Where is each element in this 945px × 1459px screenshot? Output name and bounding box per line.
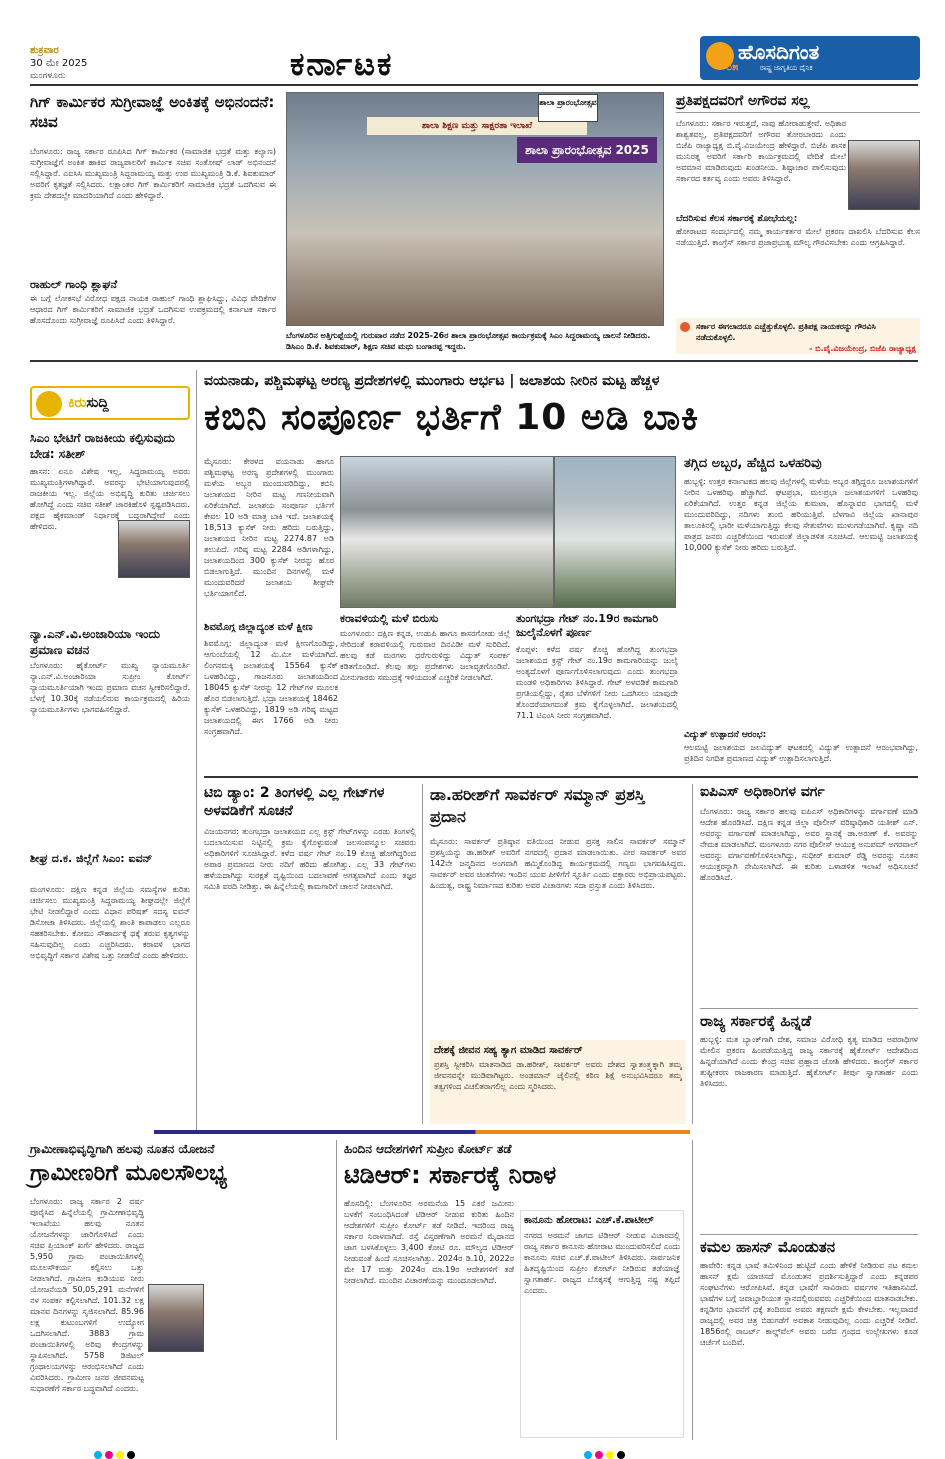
karavali-headline: ಕರಾವಳಿಯಲ್ಲಿ ಮಳೆ ಬಿರುಸು: [340, 612, 439, 625]
ips-body: ಬೆಂಗಳೂರು: ರಾಜ್ಯ ಸರ್ಕಾರ ಹಲವು ಐಪಿಎಸ್ ಅಧಿಕಾರಿಗಳನ್ನು ವರ್ಗಾವಣೆ ಮಾಡಿ ಆದೇಶ ಹೊರಡಿಸಿದೆ. ದಕ್ಷಿಣ ಕನ್ನಡ ಜಿಲ್ಲಾ ಪೊಲೀಸ್ ವರಿಷ್ಠಾಧಿಕಾರಿ ಯತೀಶ್ ಎನ್. ಅವರನ್ನು ವರ್ಗಾವಣೆ ಮಾಡಲಾಗಿದ್ದು, ಅವರ ಸ್ಥಾನಕ್ಕೆ ಡಾ.ಅರುಣ್ ಕೆ. ಅವರನ್ನು ನೇಮಕ ಮಾಡಲಾಗಿದೆ. ಮಂಗಳೂರು ನಗರ ಪೊಲೀಸ್ ಆಯುಕ್ತ ಅನುಪಮ್ ಅಗರವಾಲ್ ಅವರನ್ನು ವರ್ಗಾವಣೆಗೊಳಿಸಲಾಗಿದ್ದು, ಸುಧೀರ್ ಕುಮಾರ್ ರೆಡ್ಡಿ ಅವರನ್ನು ನೂತನ ಆಯುಕ್ತರನ್ನಾಗಿ ನೇಮಿಸಲಾಗಿದೆ. ಈ ಕುರಿತು ಒಳಾಡಳಿತ ಇಲಾಖೆ ಅಧಿಸೂಚನೆ ಹೊರಡಿಸಿದೆ.: [700, 807, 918, 882]
finger-icon: [36, 391, 62, 417]
school-event-photo: [286, 92, 664, 326]
gig-body: ಬೆಂಗಳೂರು: ರಾಜ್ಯ ಸರ್ಕಾರ ರೂಪಿಸಿದ ಗಿಗ್ ಕಾರ್ಮಿಕರ (ಸಾಮಾಜಿಕ ಭದ್ರತೆ ಮತ್ತು ಕಲ್ಯಾಣ) ಸುಗ್ರೀವಾಜ್ಞೆಗೆ ಅಂಕಿತ ಹಾಕಿದ ರಾಜ್ಯಪಾಲರಿಗೆ ಕಾರ್ಮಿಕ ಸಚಿವ ಸಂತೋಷ್ ಲಾಡ್ ಅಭಿನಂದನೆ ಸಲ್ಲಿಸಿದ್ದಾರೆ. ಎಐಸಿಸಿ ಮುಖ್ಯಮಂತ್ರಿ ಸಿದ್ದರಾಮಯ್ಯ ಮತ್ತು ಉಪ ಮುಖ್ಯಮಂತ್ರಿ ಡಿ.ಕೆ. ಶಿವಕುಮಾರ್ ಅವರಿಗೆ ಕೃತಜ್ಞತೆ ಸಲ್ಲಿಸಿದರು. ಲಕ್ಷಾಂತರ ಗಿಗ್ ಕಾರ್ಮಿಕರಿಗೆ ಸಾಮಾಜಿಕ ಭದ್ರತೆ ಒದಗಿಸುವ ಈ ಕ್ರಮ ದೇಶದಲ್ಲೇ ಮಾದರಿಯಾಗಿದೆ ಎಂದು ಹೇಳಿದ್ದಾರೆ.: [30, 147, 276, 200]
kabini-side-body: ಹುಬ್ಬಳ್ಳಿ: ಉತ್ತರ ಕರ್ನಾಟಕದ ಹಲವು ಜಿಲ್ಲೆಗಳಲ್ಲಿ ಮಳೆಯ ಅಬ್ಬರ ತಗ್ಗಿದ್ದರೂ ಜಲಾಶಯಗಳಿಗೆ ನೀರಿನ ಒಳಹರಿವು ಹೆಚ್ಚಾಗಿದೆ. ಘಟಪ್ರಭಾ, ಮಲಪ್ರಭಾ ಜಲಾಶಯಗಳಿಗೆ ಒಳಹರಿವು ಏರಿಕೆಯಾಗಿದೆ. ಉತ್ತರ ಕನ್ನಡ ಜಿಲ್ಲೆಯ ಕುಮಟಾ, ಹೊನ್ನಾವರ ಭಾಗದಲ್ಲಿ ಮಳೆ ಮುಂದುವರಿದಿದ್ದು, ನದಿಗಳು ತುಂಬಿ ಹರಿಯುತ್ತಿವೆ. ಬೆಳಗಾವಿ ಜಿಲ್ಲೆಯ ಖಾನಾಪುರ ತಾಲೂಕಿನಲ್ಲಿ ಭಾರೀ ಮಳೆಯಾಗುತ್ತಿದ್ದು ಕೆಲವು ಸೇತುವೆಗಳು ಮುಳುಗಡೆಯಾಗಿವೆ. ಕೃಷ್ಣಾ ನದಿ ಪಾತ್ರದ ಜನರು ಎಚ್ಚರಿಕೆಯಿಂದ ಇರುವಂತೆ ಜಿಲ್ಲಾಡಳಿತ ಸೂಚಿಸಿದೆ. ಆಲಮಟ್ಟಿ ಜಲಾಶಯಕ್ಕೆ 10,000 ಕ್ಯುಸೆಕ್ ನೀರು ಹರಿದು ಬರುತ್ತಿದೆ.: [684, 477, 918, 552]
location-label: ಮಂಗಳೂರು: [30, 71, 66, 81]
vijayendra-portrait: [848, 140, 920, 210]
opposition-body: ಬೆಂಗಳೂರು: ಸರ್ಕಾರ ಇರುತ್ತದೆ, ನಾವು ಹೋರಾಡುತ್ತೇವೆ. ಅಧಿಕಾರ ಶಾಶ್ವತವಲ್ಲ, ಪ್ರತಿಪಕ್ಷದವರಿಗೆ ಅಗೌರವ ತೋರಬಾರದು ಎಂದು ಬಿಜೆಪಿ ರಾಜ್ಯಾಧ್ಯಕ್ಷ ಬಿ.ವೈ.ವಿಜಯೇಂದ್ರ ಹೇಳಿದ್ದಾರೆ. ಬಿಜೆಪಿ ಶಾಸಕ ಮುನಿರತ್ನ ಅವರಿಗೆ ಸರ್ಕಾರಿ ಕಾರ್ಯಕ್ರಮದಲ್ಲಿ ವೇದಿಕೆ ಮೇಲೆ ಅವಮಾನ ಮಾಡಿರುವುದು ಖಂಡನೀಯ. ಶಿಷ್ಟಾಚಾರ ಪಾಲಿಸುವುದು ಸರ್ಕಾರದ ಕರ್ತವ್ಯ ಎಂದು ಅವರು ತಿಳಿಸಿದ್ದಾರೆ.: [676, 119, 846, 183]
kabini-side-subheadline: ವಿದ್ಯುತ್ ಉತ್ಪಾದನೆ ಆರಂಭ:: [684, 730, 767, 740]
kabini-kicker: ವಯನಾಡು, ಪಶ್ಚಿಮಘಟ್ಟ ಅರಣ್ಯ ಪ್ರದೇಶಗಳಲ್ಲಿ ಮುಂಗಾರು ಆರ್ಭಟ | ಜಲಾಶಯ ನೀರಿನ ಮಟ್ಟ ಹೆಚ್ಚಳ: [204, 373, 660, 389]
photo-caption: ಬೆಂಗಳೂರಿನ ಅತ್ತಿಗುಪ್ಪೆಯಲ್ಲಿ ಗುರುವಾರ ನಡೆದ 2025-26ರ ಶಾಲಾ ಪ್ರಾರಂಭೋತ್ಸವ ಕಾರ್ಯಕ್ರಮಕ್ಕೆ ಸಿಎಂ ಸಿದ್ದರಾಮಯ್ಯ ಚಾಲನೆ ನೀಡಿದರು. ಡಿಸಿಎಂ ಡಿ.ಕೆ. ಶಿವಕುಮಾರ್, ಶಿಕ್ಷಣ ಸಚಿವ ಮಧು ಬಂಗಾರಪ್ಪ ಇದ್ದರು.: [286, 331, 651, 351]
col-rule-4: [336, 1140, 337, 1440]
rural-headline: ಗ್ರಾಮೀಣರಿಗೆ ಮೂಲಸೌಲಭ್ಯ: [30, 1161, 228, 1186]
gig-subheadline: ರಾಹುಲ್ ಗಾಂಧಿ ಶ್ಲಾಘನೆ: [30, 278, 118, 291]
kamal-rule: [700, 1234, 918, 1235]
registration-dots-1: [94, 1444, 138, 1459]
kiru-1-body: ಹಾಸನ: ಏನೂ ವಿಶೇಷ ಇಲ್ಲ, ಸಿದ್ದರಾಮಯ್ಯ ಅವರು ಮುಖ್ಯಮಂತ್ರಿಗಳಾಗಿದ್ದಾರೆ. ಅವರನ್ನು ಭೇಟಿಯಾಗುವುದರಲ್ಲಿ ರಾಜಕೀಯ ಇಲ್ಲ. ಜಿಲ್ಲೆಯ ಅಭಿವೃದ್ಧಿ ಕುರಿತು ಚರ್ಚಿಸಲು ಹೋಗಿದ್ದೆ ಎಂದು ಸಚಿವ ಸತೀಶ್ ಜಾರಕಿಹೊಳಿ ಸ್ಪಷ್ಟಪಡಿಸಿದರು. ಪಕ್ಷದ ಹೈಕಮಾಂಡ್ ನಿರ್ಧಾರಕ್ಕೆ ಬದ್ಧರಾಗಿದ್ದೇವೆ ಎಂದು ಹೇಳಿದರು.: [30, 467, 190, 531]
col-rule-5: [692, 1140, 693, 1440]
tdr-side-box: [520, 1210, 684, 1438]
rural-body-cont: [210, 1196, 330, 1438]
row-rule-2: [204, 776, 918, 778]
hinnade-body: ಹುಬ್ಬಳ್ಳಿ: ಮತ ಬ್ಯಾಂಕ್‌ಗಾಗಿ ದೇಶ, ಸಮಾಜ ವಿರೋಧಿ ಕೃತ್ಯ ಮಾಡಿದ ಅಪರಾಧಿಗಳ ಮೇಲಿನ ಪ್ರಕರಣ ಹಿಂಪಡೆಯುತ್ತಿದ್ದ ರಾಜ್ಯ ಸರ್ಕಾರಕ್ಕೆ ಹೈಕೋರ್ಟ್ ಆದೇಶದಿಂದ ಹಿನ್ನಡೆಯಾಗಿದೆ ಎಂದು ಕೇಂದ್ರ ಸಚಿವ ಪ್ರಹ್ಲಾದ ಜೋಶಿ ಹೇಳಿದರು. ಕಾಂಗ್ರೆಸ್ ಸರ್ಕಾರ ತುಷ್ಟೀಕರಣ ರಾಜಕಾರಣ ಮಾಡುತ್ತಿದೆ. ಹೈಕೋರ್ಟ್ ತೀರ್ಪು ಸ್ವಾಗತಾರ್ಹ ಎಂದು ತಿಳಿಸಿದರು.: [700, 1035, 918, 1088]
kiru-2-headline: ನ್ಯಾ.ಎನ್.ವಿ.ಅಂಜಾರಿಯಾ ಇಂದು ಪ್ರಮಾಣ ವಚನ: [30, 627, 161, 657]
tungabhadra-headline: ತುಂಗಭದ್ರಾ ಗೇಟ್ ನಂ.19ರ ಕಾಮಗಾರಿ ಜುಲೈನೊಳಗೆ ಪೂರ್ಣ: [516, 612, 659, 639]
kiru-1-headline: ಸಿಎಂ ಭೇಟಿಗೆ ರಾಜಕೀಯ ಕಲ್ಪಿಸುವುದು ಬೇಡ: ಸತೀಶ್: [30, 431, 175, 461]
ips-headline: ಐಪಿಎಸ್ ಅಧಿಕಾರಿಗಳ ವರ್ಗ: [700, 784, 825, 800]
kiru-suddi-badge: [30, 386, 190, 420]
opposition-body-cont: [676, 190, 846, 212]
page-number: ೦೫: [726, 60, 739, 73]
opposition-subbody: ಹೋರಾಟದ ಸಂದರ್ಭದಲ್ಲಿ ನಮ್ಮ ಕಾರ್ಯಕರ್ತರ ಮೇಲೆ ಪ್ರಕರಣ ದಾಖಲಿಸಿ ಬೆದರಿಸುವ ಕೆಲಸ ನಡೆಯುತ್ತಿದೆ. ಕಾಂಗ್ರೆಸ್ ಸರ್ಕಾರ ಪ್ರಜಾಪ್ರಭುತ್ವ ಮೌಲ್ಯ ಗೌರವಿಸಬೇಕು ಎಂದು ಆಗ್ರಹಿಸಿದ್ದಾರೆ.: [676, 227, 920, 247]
kabini-side-subbody: ಆಲಮಟ್ಟಿ ಜಲಾಶಯದ ಜಲವಿದ್ಯುತ್ ಘಟಕದಲ್ಲಿ ವಿದ್ಯುತ್ ಉತ್ಪಾದನೆ ಆರಂಭವಾಗಿದ್ದು, ಪ್ರತಿದಿನ ನಿಗದಿತ ಪ್ರಮಾಣದ ವಿದ್ಯುತ್ ಉತ್ಪಾದಿಸಲಾಗುತ್ತಿದೆ.: [684, 743, 918, 763]
tungabhadra-body: ಕೊಪ್ಪಳ: ಕಳೆದ ವರ್ಷ ಕೊಚ್ಚಿ ಹೋಗಿದ್ದ ತುಂಗಭದ್ರಾ ಜಲಾಶಯದ ಕ್ರಸ್ಟ್ ಗೇಟ್ ನಂ.19ರ ಕಾಮಗಾರಿಯನ್ನು ಜುಲೈ ಅಂತ್ಯದೊಳಗೆ ಪೂರ್ಣಗೊಳಿಸಲಾಗುವುದು ಎಂದು ತುಂಗಭದ್ರಾ ಮಂಡಳಿ ಅಧಿಕಾರಿಗಳು ತಿಳಿಸಿದ್ದಾರೆ. ಗೇಟ್ ಅಳವಡಿಕೆ ಕಾಮಗಾರಿ ಪ್ರಗತಿಯಲ್ಲಿದ್ದು, ರೈತರ ಬೆಳೆಗಳಿಗೆ ನೀರು ಒದಗಿಸಲು ಯಾವುದೇ ತೊಂದರೆಯಾಗದಂತೆ ಕ್ರಮ ಕೈಗೊಳ್ಳಲಾಗಿದೆ. ಜಲಾಶಯದಲ್ಲಿ 71.1 ಟಿಎಂಸಿ ನೀರು ಸಂಗ್ರಹವಾಗಿದೆ.: [516, 645, 678, 720]
kabini-dam-photo: [340, 456, 554, 608]
opposition-headline: ಪ್ರತಿಪಕ್ಷದವರಿಗೆ ಅಗೌರವ ಸಲ್ಲ: [676, 93, 810, 109]
savarkar-box-headline: ದೇಶಕ್ಕೆ ಜೀವನ ಸಹ್ಯ ತ್ಯಾಗ ಮಾಡಿದ ಸಾವರ್ಕರ್: [434, 1045, 583, 1056]
opposition-quote-by: - ಬಿ.ವೈ.ವಿಜಯೇಂದ್ರ, ಬಿಜೆಪಿ ರಾಜ್ಯಾಧ್ಯಕ್ಷ: [809, 344, 916, 353]
gig-headline: ಗಿಗ್ ಕಾರ್ಮಿಕರ ಸುಗ್ರೀವಾಜ್ಞೆ ಅಂಕಿತಕ್ಕೆ ಅಭಿನಂದನೆ: ಸಚಿವ: [30, 93, 275, 131]
karavali-body: ಮಂಗಳೂರು: ದಕ್ಷಿಣ ಕನ್ನಡ, ಉಡುಪಿ ಹಾಗೂ ಕಾಸರಗೋಡು ಜಿಲ್ಲೆ ಸೇರಿದಂತೆ ಕರಾವಳಿಯಲ್ಲಿ ಗುರುವಾರ ದಿನವಿಡೀ ಮಳೆ ಸುರಿದಿದೆ. ಹಲವು ಕಡೆ ಮರಗಳು ಧರೆಗುರುಳಿದ್ದು ವಿದ್ಯುತ್ ಸಂಪರ್ಕ ಕಡಿತಗೊಂಡಿದೆ. ಕೆಲವು ತಗ್ಗು ಪ್ರದೇಶಗಳು ಜಲಾವೃತಗೊಂಡಿವೆ. ಮೀನುಗಾರರು ಸಮುದ್ರಕ್ಕೆ ಇಳಿಯದಂತೆ ಎಚ್ಚರಿಕೆ ನೀಡಲಾಗಿದೆ.: [340, 629, 510, 682]
tb-dam-body: ವಿಜಯನಗರ: ತುಂಗಭದ್ರಾ ಜಲಾಶಯದ ಎಲ್ಲ ಕ್ರಸ್ಟ್ ಗೇಟ್‌ಗಳನ್ನು ಎರಡು ತಿಂಗಳಲ್ಲಿ ಬದಲಾಯಿಸುವ ನಿಟ್ಟಿನಲ್ಲಿ ಕ್ರಮ ಕೈಗೊಳ್ಳುವಂತೆ ಜಲಸಂಪನ್ಮೂಲ ಸಚಿವರು ಅಧಿಕಾರಿಗಳಿಗೆ ಸೂಚಿಸಿದ್ದಾರೆ. ಕಳೆದ ವರ್ಷ ಗೇಟ್ ನಂ.19 ಕೊಚ್ಚಿ ಹೋಗಿದ್ದರಿಂದ ಅಪಾರ ಪ್ರಮಾಣದ ನೀರು ನದಿಗೆ ಹರಿದು ಹೋಗಿತ್ತು. ಎಲ್ಲ 33 ಗೇಟ್‌ಗಳು ಹಳೆಯದಾಗಿದ್ದು ಸುರಕ್ಷತೆ ದೃಷ್ಟಿಯಿಂದ ಬದಲಾವಣೆ ಅಗತ್ಯವಾಗಿದೆ ಎಂದು ತಜ್ಞರ ಸಮಿತಿ ವರದಿ ನೀಡಿತ್ತು. ಈ ಹಿನ್ನೆಲೆಯಲ್ಲಿ ಕಾಮಗಾರಿಗೆ ಚಾಲನೆ ನೀಡಲಾಗಿದೆ.: [204, 827, 416, 891]
rural-body: ಬೆಂಗಳೂರು: ರಾಜ್ಯ ಸರ್ಕಾರ 2 ವರ್ಷ ಪೂರೈಸಿದ ಹಿನ್ನೆಲೆಯಲ್ಲಿ ಗ್ರಾಮೀಣಾಭಿವೃದ್ಧಿ ಇಲಾಖೆಯು ಹಲವು ನೂತನ ಯೋಜನೆಗಳನ್ನು ಜಾರಿಗೊಳಿಸಿದೆ ಎಂದು ಸಚಿವ ಪ್ರಿಯಾಂಕ್ ಖರ್ಗೆ ಹೇಳಿದರು. ರಾಜ್ಯದ 5,950 ಗ್ರಾಮ ಪಂಚಾಯಿತಿಗಳಲ್ಲಿ ಮೂಲಸೌಕರ್ಯ ಕಲ್ಪಿಸಲು ಒತ್ತು ನೀಡಲಾಗಿದೆ. ಗ್ರಾಮೀಣ ಕುಡಿಯುವ ನೀರು ಯೋಜನೆಯಡಿ 50,05,291 ಮನೆಗಳಿಗೆ ನಳ ಸಂಪರ್ಕ ಕಲ್ಪಿಸಲಾಗಿದೆ. 101.32 ಲಕ್ಷ ಮಾನವ ದಿನಗಳನ್ನು ಸೃಜಿಸಲಾಗಿದೆ. 85.96 ಲಕ್ಷ ಕುಟುಂಬಗಳಿಗೆ ಉದ್ಯೋಗ ಒದಗಿಸಲಾಗಿದೆ. 3883 ಗ್ರಾಮ ಪಂಚಾಯಿತಿಗಳಲ್ಲಿ ಅರಿವು ಕೇಂದ್ರಗಳನ್ನು ಸ್ಥಾಪಿಸಲಾಗಿದೆ. 5758 ಡಿಜಿಟಲ್ ಗ್ರಂಥಾಲಯಗಳನ್ನು ಆರಂಭಿಸಲಾಗಿದೆ ಎಂದು ವಿವರಿಸಿದರು. ಗ್ರಾಮೀಣ ಜನರ ಜೀವನಮಟ್ಟ ಸುಧಾರಣೆಗೆ ಸರ್ಕಾರ ಬದ್ಧವಾಗಿದೆ ಎಂದರು.: [30, 1197, 144, 1393]
waterfall-photo: [554, 456, 676, 608]
hinnade-rule: [700, 1008, 918, 1009]
opposition-quote-box: [676, 318, 920, 354]
edition-date: [30, 44, 120, 83]
paper-name: ಹೊಸದಿಗಂತ: [738, 40, 820, 64]
hinnade-headline: ರಾಜ್ಯ ಸರ್ಕಾರಕ್ಕೆ ಹಿನ್ನಡೆ: [700, 1012, 812, 1030]
savarkar-body: ಮೈಸೂರು: ಸಾವರ್ಕರ್ ಪ್ರತಿಷ್ಠಾನ ವತಿಯಿಂದ ನೀಡುವ ಪ್ರಸಕ್ತ ಸಾಲಿನ ಸಾವರ್ಕರ್ ಸಮ್ಮಾನ್ ಪ್ರಶಸ್ತಿಯನ್ನು ಡಾ.ಹರೀಶ್ ಅವರಿಗೆ ನಗರದಲ್ಲಿ ಪ್ರದಾನ ಮಾಡಲಾಯಿತು. ವೀರ ಸಾವರ್ಕರ್ ಅವರ 142ನೇ ಜನ್ಮದಿನದ ಅಂಗವಾಗಿ ಹಮ್ಮಿಕೊಂಡಿದ್ದ ಕಾರ್ಯಕ್ರಮದಲ್ಲಿ ಗಣ್ಯರು ಭಾಗವಹಿಸಿದ್ದರು. ಸಾವರ್ಕರ್ ಅವರ ಚಿಂತನೆಗಳು ಇಂದಿನ ಯುವ ಪೀಳಿಗೆಗೆ ಸ್ಫೂರ್ತಿ ಎಂದು ವಕ್ತಾರರು ಅಭಿಪ್ರಾಯಪಟ್ಟರು. ಹಿಂದುತ್ವ, ರಾಷ್ಟ್ರ ನಿರ್ಮಾಣದ ಕುರಿತು ಅವರ ವಿಚಾರಗಳು ಸದಾ ಪ್ರಸ್ತುತ ಎಂದು ತಿಳಿಸಿದರು.: [430, 837, 686, 890]
kiru-3-headline: ಶೀಘ್ರ ದ.ಕ. ಜಿಲ್ಲೆಗೆ ಸಿಎಂ: ಐವನ್: [30, 852, 153, 865]
kiru-label-b: ಸುದ್ದಿ: [86, 395, 109, 411]
photo-banner: ಶಾಲಾ ಶಿಕ್ಷಣ ಮತ್ತು ಸಾಕ್ಷರತಾ ಇಲಾಖೆ: [367, 117, 587, 135]
shivamogga-headline: ಶಿವಮೊಗ್ಗ ಜಿಲ್ಲಾದ್ಯಂತ ಮಳೆ ಕ್ಷೀಣ: [204, 622, 313, 633]
row-rule-1: [30, 360, 918, 362]
satish-portrait: [118, 520, 190, 578]
kabini-side-headline: ತಗ್ಗಿದ ಅಬ್ಬರ, ಹೆಚ್ಚಿದ ಒಳಹರಿವು: [684, 456, 822, 471]
header-rule: [30, 84, 918, 86]
section-title: ಕರ್ನಾಟಕ: [290, 45, 394, 83]
gig-subbody: ಈ ಬಗ್ಗೆ ಲೋಕಸಭೆ ವಿರೋಧ ಪಕ್ಷದ ನಾಯಕ ರಾಹುಲ್ ಗಾಂಧಿ ಶ್ಲಾಘಿಸಿದ್ದು, ವಿವಿಧ ವೇದಿಕೆಗಳ ಆಧಾರದ ಗಿಗ್ ಕಾರ್ಮಿಕರಿಗೆ ಸಾಮಾಜಿಕ ಭದ್ರತೆ ಒದಗಿಸುವ ಉಪಕ್ರಮದಲ್ಲಿ ಕರ್ನಾಟಕ ಸರ್ಕಾರ ಹೊಸದೊಂದು ಸುಗ್ರೀವಾಜ್ಞೆ ರೂಪಿಸಿದೆ ಎಂದು ತಿಳಿಸಿದ್ದಾರೆ.: [30, 294, 276, 325]
tdr-side-body: ನಗರದ ಅರಮನೆ ಜಾಗದ ಟಿಡಿಆರ್ ನೀಡುವ ವಿಚಾರದಲ್ಲಿ ರಾಜ್ಯ ಸರ್ಕಾರ ಕಾನೂನು ಹೋರಾಟ ಮುಂದುವರಿಸಲಿದೆ ಎಂದು ಕಾನೂನು ಸಚಿವ ಎಚ್.ಕೆ.ಪಾಟೀಲ್ ತಿಳಿಸಿದರು. ಸಾರ್ವಜನಿಕ ಹಿತದೃಷ್ಟಿಯಿಂದ ಸುಪ್ರೀಂ ಕೋರ್ಟ್ ನೀಡಿರುವ ತಡೆಯಾಜ್ಞೆ ಸ್ವಾಗತಾರ್ಹ. ರಾಜ್ಯದ ಬೊಕ್ಕಸಕ್ಕೆ ಆಗುತ್ತಿದ್ದ ನಷ್ಟ ತಪ್ಪಿದೆ ಎಂದರು.: [524, 1231, 680, 1295]
quote-icon: [680, 322, 690, 332]
savarkar-box: [430, 1040, 686, 1124]
kabini-headline: ಕಬಿನಿ ಸಂಪೂರ್ಣ ಭರ್ತಿಗೆ 10 ಅಡಿ ಬಾಕಿ: [204, 397, 699, 438]
col-rule-2: [422, 784, 423, 1124]
kabini-body: ಮೈಸೂರು: ಕೇರಳದ ವಯನಾಡು ಹಾಗೂ ಪಶ್ಚಿಮಘಟ್ಟ ಅರಣ್ಯ ಪ್ರದೇಶಗಳಲ್ಲಿ ಮುಂಗಾರು ಮಳೆಯ ಅಬ್ಬರ ಮುಂದುವರಿದಿದ್ದು, ಕಬಿನಿ ಜಲಾಶಯದ ನೀರಿನ ಮಟ್ಟ ಗಣನೀಯವಾಗಿ ಏರಿಕೆಯಾಗಿದೆ. ಜಲಾಶಯ ಸಂಪೂರ್ಣ ಭರ್ತಿಗೆ ಕೇವಲ 10 ಅಡಿ ಮಾತ್ರ ಬಾಕಿ ಇದೆ. ಜಲಾಶಯಕ್ಕೆ 18,513 ಕ್ಯುಸೆಕ್ ನೀರು ಹರಿದು ಬರುತ್ತಿದ್ದು, ಜಲಾಶಯದ ನೀರಿನ ಮಟ್ಟ 2274.87 ಅಡಿ ತಲುಪಿದೆ. ಗರಿಷ್ಠ ಮಟ್ಟ 2284 ಅಡಿಗಳಾಗಿದ್ದು, ಜಲಾಶಯದಿಂದ 300 ಕ್ಯುಸೆಕ್ ನೀರನ್ನು ಹೊರ ಬಿಡಲಾಗುತ್ತಿದೆ. ಮುಂದಿನ ದಿನಗಳಲ್ಲಿ ಮಳೆ ಮುಂದುವರಿದರೆ ಜಲಾಶಯ ಶೀಘ್ರವೇ ಭರ್ತಿಯಾಗಲಿದೆ.: [204, 457, 334, 598]
col-rule-3: [692, 784, 693, 1124]
date-label: 30 ಮೇ 2025: [30, 58, 88, 69]
registration-dots-2: [584, 1444, 628, 1459]
opposition-quote: ಸರ್ಕಾರ ಈಗಲಾದರೂ ಎಚ್ಚೆತ್ತುಕೊಳ್ಳಲಿ. ಪ್ರತಿಪಕ್ಷ ನಾಯಕರನ್ನು ಗೌರವಿಸಿ ನಡೆದುಕೊಳ್ಳಲಿ.: [696, 322, 876, 342]
kamal-body: ಹಾವೇರಿ: ಕನ್ನಡ ಭಾಷೆ ತಮಿಳಿನಿಂದ ಹುಟ್ಟಿದೆ ಎಂದು ಹೇಳಿಕೆ ನೀಡಿರುವ ನಟ ಕಮಲ ಹಾಸನ್ ಕ್ಷಮೆ ಯಾಚಿಸದೆ ಮೊಂಡುತನ ಪ್ರದರ್ಶಿಸುತ್ತಿದ್ದಾರೆ ಎಂದು ಕನ್ನಡಪರ ಸಂಘಟನೆಗಳು ಆರೋಪಿಸಿವೆ. ಕನ್ನಡ ಭಾಷೆಗೆ ಸಾವಿರಾರು ವರ್ಷಗಳ ಇತಿಹಾಸವಿದೆ. ಭಾಷೆಗಳ ಬಗ್ಗೆ ಜವಾಬ್ದಾರಿಯುತ ಸ್ಥಾನದಲ್ಲಿರುವವರು ಎಚ್ಚರಿಕೆಯಿಂದ ಮಾತನಾಡಬೇಕು. ಕನ್ನಡಿಗರ ಭಾವನೆಗೆ ಧಕ್ಕೆ ತಂದಿರುವ ಅವರು ತಕ್ಷಣವೇ ಕ್ಷಮೆ ಕೇಳಬೇಕು. ಇಲ್ಲವಾದರೆ ರಾಜ್ಯದಲ್ಲಿ ಅವರ ಚಿತ್ರ ಬಿಡುಗಡೆಗೆ ಅವಕಾಶ ನೀಡುವುದಿಲ್ಲ ಎಂದು ಎಚ್ಚರಿಕೆ ನೀಡಿವೆ. 1856ರಲ್ಲಿ ರಾಬರ್ಟ್ ಕಾಲ್ಡ್‌ವೆಲ್ ಅವರು ಬರೆದ ಗ್ರಂಥದ ಉಲ್ಲೇಖಗಳು ಕೂಡ ಚರ್ಚೆಗೆ ಬಂದಿವೆ.: [700, 1261, 918, 1347]
rural-kicker: ಗ್ರಾಮೀಣಾಭಿವೃದ್ಧಿಗಾಗಿ ಹಲವು ನೂತನ ಯೋಜನೆ: [30, 1142, 215, 1156]
shivamogga-body: ಶಿವಮೊಗ್ಗ: ಜಿಲ್ಲಾದ್ಯಂತ ಮಳೆ ಕ್ಷೀಣಗೊಂಡಿದ್ದು, ಆಗುಂಬೆಯಲ್ಲಿ 12 ಮಿ.ಮೀ ಮಳೆಯಾಗಿದೆ. ಲಿಂಗನಮಕ್ಕಿ ಜಲಾಶಯಕ್ಕೆ 15564 ಕ್ಯುಸೆಕ್ ಒಳಹರಿವಿದ್ದು, ಗಾಜನೂರು ಜಲಾಶಯದಿಂದ 18045 ಕ್ಯುಸೆಕ್ ನೀರನ್ನು 12 ಗೇಟ್‌ಗಳ ಮೂಲಕ ಹೊರ ಬಿಡಲಾಗುತ್ತಿದೆ. ಭದ್ರಾ ಜಲಾಶಯಕ್ಕೆ 18462 ಕ್ಯುಸೆಕ್ ಒಳಹರಿವಿದ್ದು, 1819 ಅಡಿ ಗರಿಷ್ಠ ಮಟ್ಟದ ಜಲಾಶಯದಲ್ಲಿ ಈಗ 1766 ಅಡಿ ನೀರು ಸಂಗ್ರಹವಾಗಿದೆ.: [204, 639, 338, 736]
header-band: [132, 46, 692, 68]
kiru-label-a: ಕಿರು: [68, 395, 87, 411]
kiru-3-body: ಮಂಗಳೂರು: ದಕ್ಷಿಣ ಕನ್ನಡ ಜಿಲ್ಲೆಯ ಸಮಸ್ಯೆಗಳ ಕುರಿತು ಚರ್ಚಿಸಲು ಮುಖ್ಯಮಂತ್ರಿ ಸಿದ್ದರಾಮಯ್ಯ ಶೀಘ್ರದಲ್ಲೇ ಜಿಲ್ಲೆಗೆ ಭೇಟಿ ನೀಡಲಿದ್ದಾರೆ ಎಂದು ವಿಧಾನ ಪರಿಷತ್ ಸದಸ್ಯ ಐವನ್ ಡಿಸೋಜಾ ತಿಳಿಸಿದರು. ಜಿಲ್ಲೆಯಲ್ಲಿ ಶಾಂತಿ ಕಾಪಾಡಲು ಎಲ್ಲರೂ ಸಹಕರಿಸಬೇಕು. ಕೋಮು ಸೌಹಾರ್ದಕ್ಕೆ ಧಕ್ಕೆ ತರುವ ಕೃತ್ಯಗಳನ್ನು ಸಹಿಸುವುದಿಲ್ಲ ಎಂದು ಎಚ್ಚರಿಸಿದರು. ಕರಾವಳಿ ಭಾಗದ ಅಭಿವೃದ್ಧಿಗೆ ಸರ್ಕಾರ ವಿಶೇಷ ಒತ್ತು ನೀಡಲಿದೆ ಎಂದು ಹೇಳಿದರು.: [30, 885, 190, 960]
opposition-rule: [676, 112, 920, 113]
tdr-kicker: ಹಿಂದಿನ ಆದೇಶಗಳಿಗೆ ಸುಪ್ರೀಂ ಕೋರ್ಟ್ ತಡೆ: [344, 1142, 512, 1156]
savarkar-box-body: ಪ್ರಶಸ್ತಿ ಸ್ವೀಕರಿಸಿ ಮಾತನಾಡಿದ ಡಾ.ಹರೀಶ್, ಸಾವರ್ಕರ್ ಅವರು ದೇಶದ ಸ್ವಾತಂತ್ರ್ಯಕ್ಕಾಗಿ ತಮ್ಮ ಜೀವನವನ್ನೇ ಮುಡಿಪಾಗಿಟ್ಟರು. ಅಂಡಮಾನ್ ಜೈಲಿನಲ್ಲಿ ಕಠಿಣ ಶಿಕ್ಷೆ ಅನುಭವಿಸಿದರೂ ತಮ್ಮ ತತ್ವಗಳಿಂದ ವಿಚಲಿತರಾಗಲಿಲ್ಲ ಎಂದು ಸ್ಮರಿಸಿದರು.: [434, 1060, 682, 1091]
minister-portrait: [148, 1284, 204, 1352]
kiru-2-body: ಬೆಂಗಳೂರು: ಹೈಕೋರ್ಟ್ ಮುಖ್ಯ ನ್ಯಾಯಮೂರ್ತಿ ನ್ಯಾ.ಎನ್.ವಿ.ಅಂಜಾರಿಯಾ ಸುಪ್ರೀಂ ಕೋರ್ಟ್ ನ್ಯಾಯಮೂರ್ತಿಯಾಗಿ ಇಂದು ಪ್ರಮಾಣ ವಚನ ಸ್ವೀಕರಿಸಲಿದ್ದಾರೆ. ಬೆಳಗ್ಗೆ 10.30ಕ್ಕೆ ನಡೆಯಲಿರುವ ಕಾರ್ಯಕ್ರಮದಲ್ಲಿ ಹಿರಿಯ ನ್ಯಾಯಮೂರ್ತಿಗಳು ಭಾಗವಹಿಸಲಿದ್ದಾರೆ.: [30, 661, 190, 714]
paper-tagline: ರಾಷ್ಟ್ರ ಜಾಗೃತಿಯ ದೈನಿಕ: [760, 64, 813, 72]
kiru-col-rule: [196, 370, 197, 1130]
photo-banner-big: ಶಾಲಾ ಪ್ರಾರಂಭೋತ್ಸವ 2025: [517, 137, 657, 163]
savarkar-headline: ಡಾ.ಹರೀಶ್‌ಗೆ ಸಾವರ್ಕರ್ ಸಮ್ಮಾನ್ ಪ್ರಶಸ್ತಿ ಪ್ರದಾನ: [430, 785, 645, 826]
photo-badge: ಶಾಲಾ ಪ್ರಾರಂಭೋತ್ಸವ: [538, 94, 598, 122]
tdr-headline: ಟಿಡಿಆರ್: ಸರ್ಕಾರಕ್ಕೆ ನಿರಾಳ: [344, 1161, 557, 1189]
day-label: ಶುಕ್ರವಾರ: [30, 45, 59, 56]
opposition-subheadline: ಬೆದರಿಸುವ ಕೆಲಸ ಸರ್ಕಾರಕ್ಕೆ ಶೋಭೆಯಲ್ಲ:: [676, 214, 798, 224]
kamal-headline: ಕಮಲ ಹಾಸನ್ ಮೊಂಡುತನ: [700, 1238, 836, 1256]
tdr-body: ಹೊಸದಿಲ್ಲಿ: ಬೆಂಗಳೂರಿನ ಅರಮನೆಯ 15 ಎಕರೆ ಜಮೀನು ಬಳಕೆಗೆ ಸಂಬಂಧಿಸಿದಂತೆ ಟಿಡಿಆರ್ ನೀಡುವ ಕುರಿತು ಹಿಂದಿನ ಆದೇಶಗಳಿಗೆ ಸುಪ್ರೀಂ ಕೋರ್ಟ್ ತಡೆ ನೀಡಿದೆ. ಇದರಿಂದ ರಾಜ್ಯ ಸರ್ಕಾರ ನಿರಾಳವಾಗಿದೆ. ರಸ್ತೆ ವಿಸ್ತರಣೆಗಾಗಿ ಅರಮನೆ ಮೈದಾನದ ಜಾಗ ಬಳಸಿಕೊಳ್ಳಲು 3,400 ಕೋಟಿ ರೂ. ಮೌಲ್ಯದ ಟಿಡಿಆರ್ ನೀಡುವಂತೆ ಹಿಂದೆ ಸೂಚಿಸಲಾಗಿತ್ತು. 2024ರ ಡಿ.10, 2022ರ ಮೇ 17 ಮತ್ತು 2024ರ ಮಾ.19ರ ಆದೇಶಗಳಿಗೆ ತಡೆ ನೀಡಲಾಗಿದೆ. ಮುಂದಿನ ವಿಚಾರಣೆಯನ್ನು ಮುಂದೂಡಲಾಗಿದೆ.: [344, 1199, 514, 1285]
tb-dam-headline: ಟಿಬಿ ಡ್ಯಾಂ: 2 ತಿಂಗಳಲ್ಲಿ ಎಲ್ಲ ಗೇಟ್‌ಗಳ ಅಳವಡಿಕೆಗೆ ಸೂಚನೆ: [204, 785, 385, 819]
masthead-logo: [700, 36, 920, 80]
tdr-side-headline: ಕಾನೂನು ಹೋರಾಟ: ಎಚ್.ಕೆ.ಪಾಟೀಲ್: [524, 1215, 654, 1226]
section-accent-stripe: [154, 1130, 690, 1134]
